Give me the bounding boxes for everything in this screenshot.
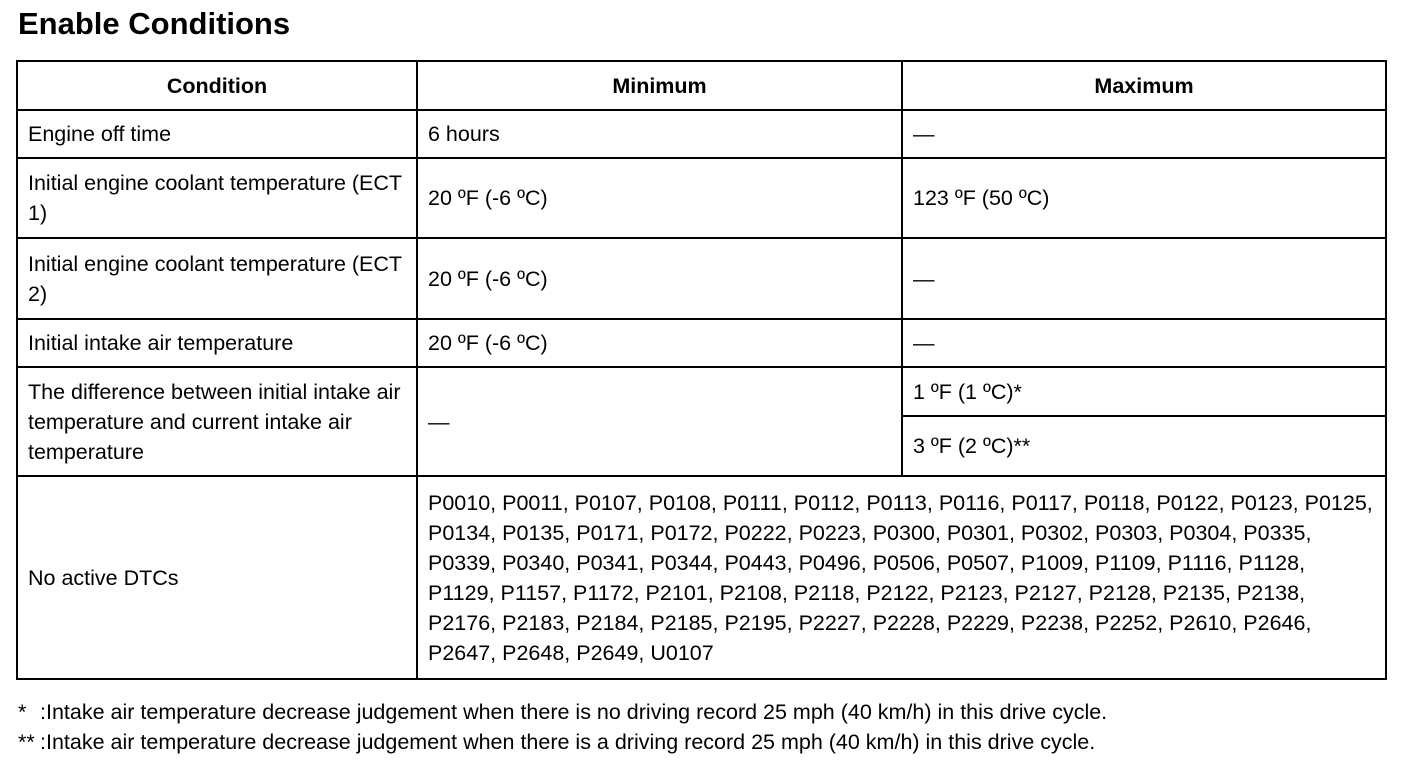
condition-cell: Initial engine coolant temperature (ECT 2) [17, 238, 417, 319]
minimum-cell: — [417, 367, 902, 476]
table-row [17, 476, 1386, 679]
minimum-cell: 20 ºF (-6 ºC) [417, 158, 902, 238]
maximum-cell: — [902, 110, 1386, 158]
condition-cell: Engine off time [17, 110, 417, 158]
enable-conditions-table [16, 60, 1387, 680]
maximum-cell: 1 ºF (1 ºC)* [902, 367, 1386, 416]
footnotes [18, 697, 1107, 757]
page-title: Enable Conditions [18, 6, 291, 41]
maximum-cell: 3 ºF (2 ºC)** [902, 416, 1386, 476]
column-header-condition: Condition [17, 61, 417, 110]
footnote-mark: ** [18, 730, 35, 754]
condition-cell: The difference between initial intake air temperature and current intake air temperature [17, 367, 417, 476]
dtc-list-cell [417, 476, 1386, 679]
footnote [18, 727, 1107, 757]
maximum-cell: — [902, 319, 1386, 367]
maximum-cell: — [902, 238, 1386, 319]
maximum-cell: 123 ºF (50 ºC) [902, 158, 1386, 238]
minimum-cell: 6 hours [417, 110, 902, 158]
table-row [17, 367, 1386, 416]
minimum-cell: 20 ºF (-6 ºC) [417, 238, 902, 319]
table-row [17, 110, 1386, 158]
minimum-cell: 20 ºF (-6 ºC) [417, 319, 902, 367]
footnote-text: :Intake air temperature decrease judgement when there is no driving record 25 mph (40 km/h) in this drive cycle. [40, 700, 1108, 724]
table-row [17, 319, 1386, 367]
condition-cell: Initial engine coolant temperature (ECT 1) [17, 158, 417, 238]
condition-cell: Initial intake air temperature [17, 319, 417, 367]
table-row [17, 238, 1386, 319]
footnote [18, 697, 1107, 727]
footnote-text: :Intake air temperature decrease judgement when there is a driving record 25 mph (40 km/h) in this drive cycle. [40, 730, 1096, 754]
footnote-mark: * [18, 700, 27, 724]
column-header-minimum: Minimum [417, 61, 902, 110]
condition-cell: No active DTCs [17, 476, 417, 679]
dtc-list: P0010, P0011, P0107, P0108, P0111, P0112, P0113, P0116, P0117, P0118, P0122, P0123, P0125, P0134, P0135, P0171, P0172, P0222, P0223, P0300, P0301, P0302, P0303, P0304, P0335, P0339, P0340, P0341, P0344, P0443, P0496, P0506, P0507, P1009, P1109, P1116, P1128, P1129, P1157, P1172, P2101, P2108, P2118, P2122, P2123, P2127, P2128, P2135, P2138, P2176, P2183, P2184, P2185, P2195, P2227, P2228, P2229, P2238, P2252, P2610, P2646, P2647, P2648, P2649, U0107 [428, 490, 1373, 665]
table-header-row [17, 61, 1386, 110]
column-header-maximum: Maximum [902, 61, 1386, 110]
table-row [17, 158, 1386, 238]
